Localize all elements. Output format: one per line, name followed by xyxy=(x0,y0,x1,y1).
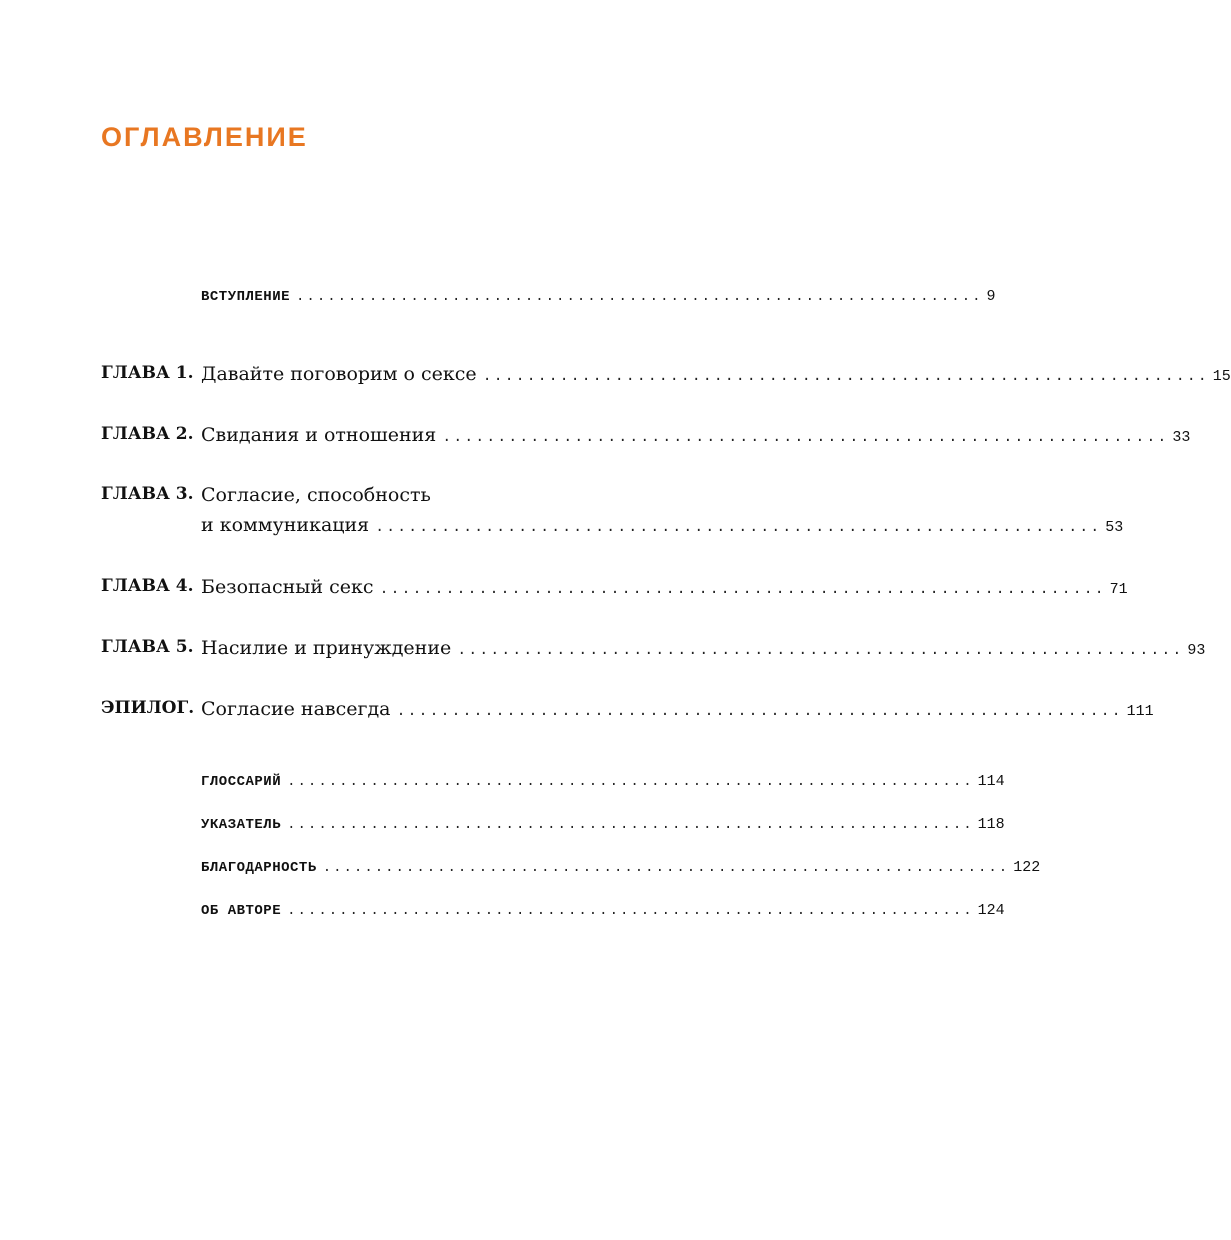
chapter-page: 53 xyxy=(1105,519,1124,536)
chapter-page: 33 xyxy=(1172,429,1191,446)
chapter-title: Согласие навсегда xyxy=(201,698,391,720)
toc-entry-chapter-3[interactable] xyxy=(101,484,1124,546)
toc-entry-label: УКАЗАТЕЛЬ xyxy=(201,817,282,833)
chapter-label: ГЛАВА 5. xyxy=(101,637,194,657)
toc-entry-chapter-1[interactable] xyxy=(101,363,1231,393)
toc-entry-index[interactable] xyxy=(201,816,1005,846)
chapter-page: 15 xyxy=(1212,368,1231,385)
chapter-page: 93 xyxy=(1187,642,1206,659)
chapter-label: ГЛАВА 1. xyxy=(101,363,194,383)
chapter-title-line-2: и коммуникация xyxy=(201,514,370,536)
toc-entry-page: 124 xyxy=(977,902,1005,919)
dot-leader: .................................................................. xyxy=(287,817,974,833)
dot-leader: .................................................................. xyxy=(287,903,974,919)
toc-entry-label: ОБ АВТОРЕ xyxy=(201,903,282,919)
chapter-page: 111 xyxy=(1126,703,1154,720)
page-title: ОГЛАВЛЕНИЕ xyxy=(101,122,308,152)
chapter-label: ГЛАВА 3. xyxy=(101,484,194,504)
chapter-page: 71 xyxy=(1109,581,1128,598)
dot-leader: .................................................................. xyxy=(296,289,983,305)
toc-entry-page: 9 xyxy=(986,288,996,305)
dot-leader: .................................................................. xyxy=(457,642,1184,659)
toc-entry-about-author[interactable] xyxy=(201,902,1005,932)
dot-leader: .................................................................. xyxy=(322,860,1010,876)
toc-entry-label: ГЛОССАРИЙ xyxy=(201,774,282,790)
chapter-title: Свидания и отношения xyxy=(201,424,437,446)
toc-entry-page: 122 xyxy=(1013,859,1041,876)
chapter-title: Насилие и принуждение xyxy=(201,637,452,659)
toc-entry-epilogue[interactable] xyxy=(101,698,1154,728)
toc-entry-acknowledgements[interactable] xyxy=(201,859,1041,889)
toc-entry-page: 114 xyxy=(977,773,1005,790)
dot-leader: .................................................................. xyxy=(442,429,1169,446)
toc-entry-glossary[interactable] xyxy=(201,773,1005,803)
chapter-label: ГЛАВА 2. xyxy=(101,424,194,444)
toc-entry-chapter-4[interactable] xyxy=(101,576,1128,606)
chapter-label: ГЛАВА 4. xyxy=(101,576,194,596)
toc-entry-chapter-2[interactable] xyxy=(101,424,1191,454)
chapter-title: Давайте поговорим о сексе xyxy=(201,363,477,385)
toc-entry-page: 118 xyxy=(977,816,1005,833)
dot-leader: .................................................................. xyxy=(375,519,1102,536)
chapter-title: Безопасный секс xyxy=(201,576,374,598)
dot-leader: .................................................................. xyxy=(396,703,1123,720)
chapter-label: ЭПИЛОГ. xyxy=(101,698,195,718)
dot-leader: .................................................................. xyxy=(287,774,974,790)
toc-entry-chapter-5[interactable] xyxy=(101,637,1206,667)
dot-leader: .................................................................. xyxy=(379,581,1106,598)
toc-entry-label: БЛАГОДАРНОСТЬ xyxy=(201,860,317,876)
toc-entry-intro[interactable] xyxy=(201,288,996,318)
dot-leader: .................................................................. xyxy=(482,368,1209,385)
toc-entry-label: ВСТУПЛЕНИЕ xyxy=(201,289,291,305)
chapter-title-line-1: Согласие, способность xyxy=(201,484,431,506)
